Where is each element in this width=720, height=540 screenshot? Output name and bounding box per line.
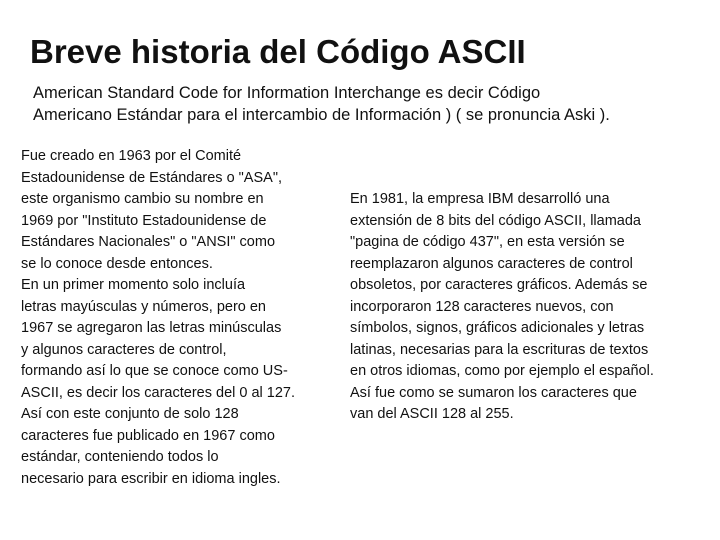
left-column-line: 1967 se agregaron las letras minúsculas <box>21 320 282 336</box>
right-column-line: incorporaron 128 caracteres nuevos, con <box>350 298 614 315</box>
left-column-line: 1969 por "Instituto Estadounidense de <box>21 212 267 229</box>
left-column-line: Así con este conjunto de solo 128 <box>21 406 239 422</box>
left-column-line: caracteres fue publicado en 1967 como <box>21 427 275 444</box>
left-column-line: formando así lo que se conoce como US- <box>21 363 288 379</box>
right-column-line: reemplazaron algunos caracteres de control <box>350 255 633 272</box>
left-column-line: estándar, conteniendo todos lo <box>21 449 219 465</box>
subtitle-line: Americano Estándar para el intercambio de Información ) ( se pronuncia Aski ). <box>33 106 610 124</box>
slide-subtitle <box>33 82 703 126</box>
left-column-line: Fue creado en 1963 por el Comité <box>21 148 242 164</box>
left-column-line: En un primer momento solo incluía <box>21 277 246 293</box>
left-column-line: se lo conoce desde entonces. <box>21 255 213 272</box>
left-column-line: ASCII, es decir los caracteres del 0 al 127. <box>21 384 296 401</box>
right-column-line: Así fue como se sumaron los caracteres que <box>350 384 637 401</box>
right-column-line: en otros idiomas, como por ejemplo el español. <box>350 363 654 379</box>
left-column-line: necesario para escribir en idioma ingles. <box>21 470 281 487</box>
left-column-line: este organismo cambio su nombre en <box>21 191 264 207</box>
right-column-line: obsoletos, por caracteres gráficos. Además se <box>350 277 648 293</box>
right-text-column <box>350 189 702 426</box>
right-column-line: En 1981, la empresa IBM desarrolló una <box>350 191 610 207</box>
left-column-line: Estadounidense de Estándares o "ASA", <box>21 169 282 186</box>
left-column-line: letras mayúsculas y números, pero en <box>21 298 266 315</box>
right-column-line: extensión de 8 bits del código ASCII, llamada <box>350 212 641 229</box>
left-column-line: y algunos caracteres de control, <box>21 341 227 358</box>
left-text-column <box>21 146 326 490</box>
subtitle-line: American Standard Code for Information Interchange es decir Código <box>33 84 541 102</box>
left-column-line: Estándares Nacionales" o "ANSI" como <box>21 234 276 250</box>
right-column-line: van del ASCII 128 al 255. <box>350 406 514 422</box>
right-column-line: "pagina de código 437", en esta versión se <box>350 234 625 250</box>
slide-title: Breve historia del Código ASCII <box>30 33 526 70</box>
right-column-line: latinas, necesarias para la escrituras de textos <box>350 341 649 358</box>
right-column-line: símbolos, signos, gráficos adicionales y letras <box>350 320 645 336</box>
